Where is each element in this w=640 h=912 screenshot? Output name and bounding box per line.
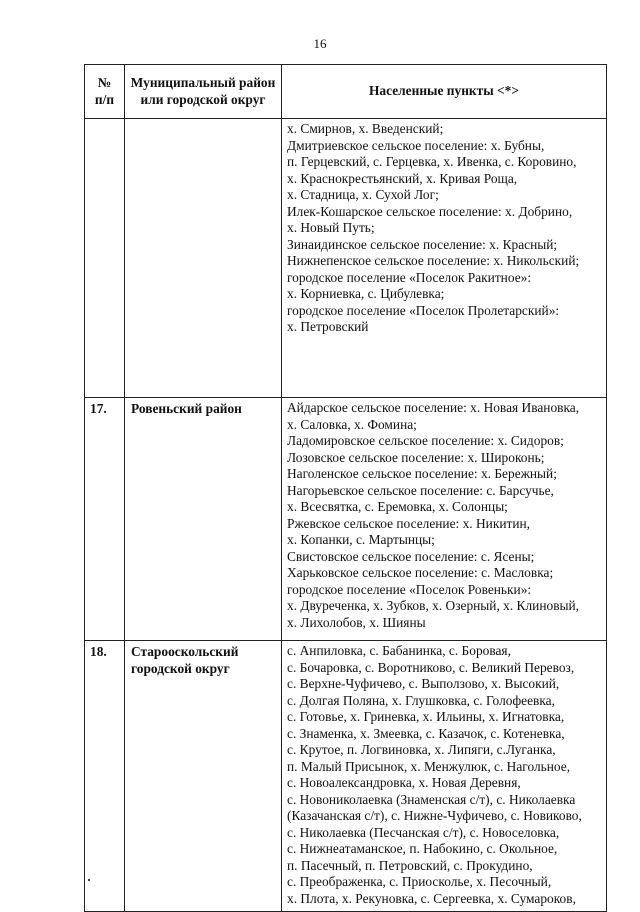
settlement-line: Свистовское сельское поселение: с. Ясены;: [287, 548, 535, 564]
settlement-line: с. Преображенка, с. Приосколье, х. Песочный,: [287, 874, 552, 889]
header-number: [85, 65, 125, 119]
settlement-line: Нижнепенское сельское поселение: х. Никольский;: [287, 253, 580, 268]
settlement-line: Лозовское сельское поселение: х. Широконь;: [287, 449, 545, 465]
table-row: [85, 119, 607, 398]
row-number: 18.: [85, 641, 125, 912]
table-row: [85, 398, 607, 641]
row-district: Старооскольский городской округ: [125, 641, 282, 912]
header-places: [282, 65, 607, 119]
table-header-row: [85, 65, 607, 119]
settlement-line: с. Верхне-Чуфичево, с. Выползово, х. Высокий,: [287, 676, 560, 691]
row-district: Ровеньский район: [125, 398, 282, 641]
row-settlements: [282, 119, 607, 398]
settlement-line: Ржевское сельское поселение: х. Никитин,: [287, 515, 531, 531]
settlement-line: х. Новый Путь;: [287, 220, 375, 235]
settlement-line: Айдарское сельское поселение: х. Новая Ивановка,: [287, 400, 580, 415]
settlement-line: с. Долгая Поляна, х. Глушковка, с. Голофеевка,: [287, 692, 555, 708]
settlement-line: Ладомировское сельское поселение: х. Сидоров;: [287, 433, 564, 448]
page-number: 16: [313, 36, 327, 51]
row-settlements: [282, 398, 607, 641]
header-district: [125, 65, 282, 119]
settlement-line: х. Корниевка, с. Цибулевка;: [287, 286, 445, 301]
settlement-line: городское поселение «Поселок Пролетарский»:: [287, 302, 560, 318]
settlement-line: с. Новоалександровка, х. Новая Деревня,: [287, 775, 521, 790]
settlement-line: городское поселение «Поселок Ракитное»:: [287, 269, 532, 285]
settlement-line: х. Краснокрестьянский, х. Кривая Роща,: [287, 170, 518, 186]
settlement-line: с. Новониколаевка (Знаменская с/т), с. Николаевка: [287, 791, 576, 807]
settlement-line: с. Николаевка (Песчанская с/т), с. Новоселовка,: [287, 824, 560, 840]
settlement-line: х. Лихолобов, х. Шияны: [287, 614, 426, 630]
settlement-line: х. Саловка, х. Фомина;: [287, 416, 417, 432]
settlement-line: х. Петровский: [287, 319, 369, 334]
settlement-line: с. Знаменка, х. Змеевка, с. Казачок, с. Котеневка,: [287, 725, 565, 741]
settlement-line: х. Копанки, с. Мартынцы;: [287, 532, 435, 547]
header-places-label: Населенные пункты <*>: [369, 83, 519, 99]
settlement-line: городское поселение «Поселок Ровеньки»:: [287, 581, 532, 597]
settlement-line: Нагорьевское сельское поселение: с. Барсучье,: [287, 482, 554, 498]
settlement-line: с. Готовье, х. Гриневка, х. Ильины, х. Игнатовка,: [287, 709, 565, 724]
settlement-line: Зинаидинское сельское поселение: х. Красный;: [287, 236, 558, 252]
settlement-line: Дмитриевское сельское поселение: х. Бубны,: [287, 137, 545, 153]
settlement-line: п. Малый Присынок, х. Менжулюк, с. Нагольное,: [287, 758, 571, 774]
header-number-label: № п/п: [94, 75, 115, 107]
settlement-line: х. Всесвятка, с. Еремовка, х. Солонцы;: [287, 499, 508, 514]
settlement-line: п. Пасечный, п. Петровский, с. Прокудино,: [287, 857, 533, 873]
settlement-line: х. Плота, х. Рекуновка, с. Сергеевка, х. Сумароков,: [287, 890, 576, 906]
settlement-line: Илек-Кошарское сельское поселение: х. Добрино,: [287, 203, 573, 219]
settlement-line: п. Герцевский, с. Герцевка, х. Ивенка, с. Коровино,: [287, 154, 577, 169]
settlement-line: с. Крутое, п. Логвиновка, х. Липяги, с.Луганка,: [287, 742, 556, 757]
row-settlements: [282, 641, 607, 912]
row-district: [125, 119, 282, 398]
settlement-line: Харьковское сельское поселение: с. Масловка;: [287, 565, 554, 580]
header-district-label: Муниципальный район или городской округ: [130, 75, 276, 107]
settlement-line: х. Смирнов, х. Введенский;: [287, 121, 444, 136]
settlement-line: с. Анпиловка, с. Бабанинка, с. Боровая,: [287, 643, 511, 658]
settlement-line: с. Нижнеатаманское, п. Набокино, с. Окольное,: [287, 841, 558, 856]
settlement-line: с. Бочаровка, с. Воротниково, с. Великий Перевоз,: [287, 659, 575, 675]
margin-mark: [88, 879, 90, 881]
settlement-line: (Казачанская с/т), с. Нижне-Чуфичево, с. Новиково,: [287, 808, 582, 823]
settlements-table: [84, 64, 607, 912]
table-row: [85, 641, 607, 912]
row-number: [85, 119, 125, 398]
settlement-line: х. Двуреченка, х. Зубков, х. Озерный, х. Клиновый,: [287, 598, 580, 613]
settlement-line: х. Стадница, х. Сухой Лог;: [287, 187, 439, 202]
row-number: 17.: [85, 398, 125, 641]
settlement-line: Наголенское сельское поселение: х. Бережный;: [287, 466, 557, 481]
